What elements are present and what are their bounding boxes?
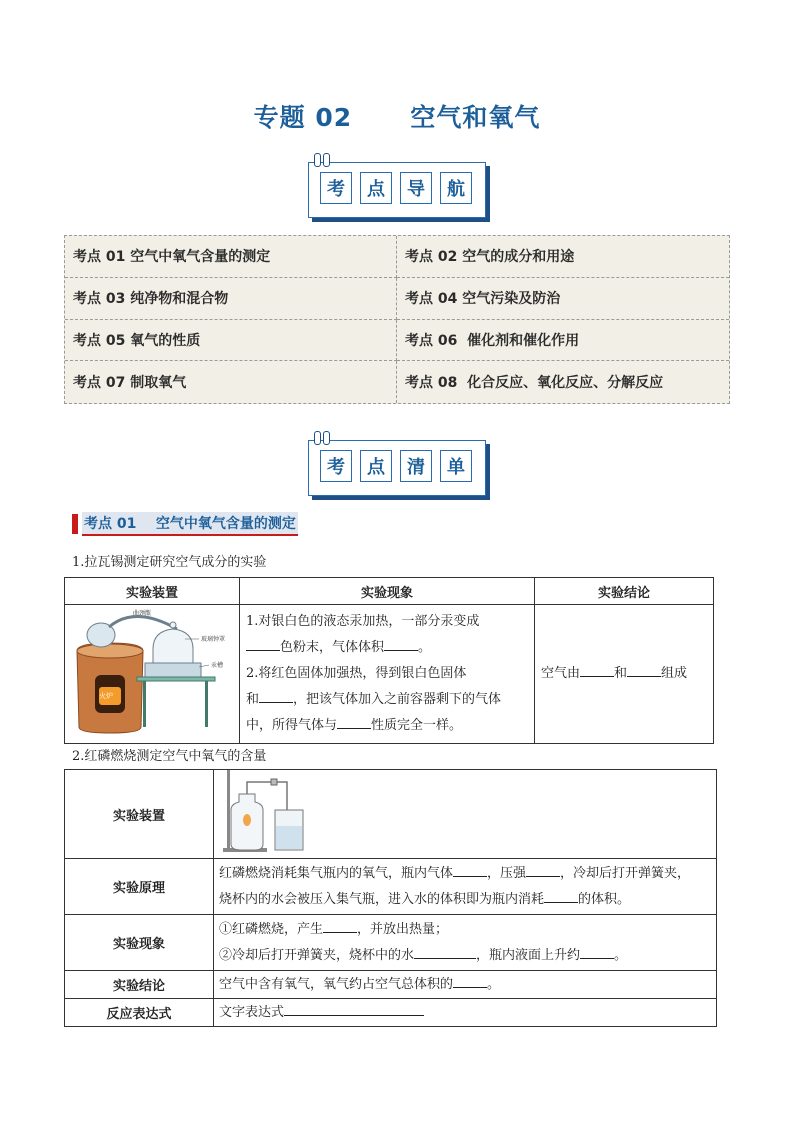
- conclusion-cell: [535, 605, 714, 744]
- nav-item[interactable]: 考点 06 催化剂和催化作用: [397, 320, 729, 362]
- row-label: 实验现象: [65, 915, 214, 971]
- nav-item[interactable]: 考点 01 空气中氧气含量的测定: [65, 236, 397, 278]
- topic-navigation-grid: [64, 235, 730, 404]
- nav-item[interactable]: 考点 07 制取氧气: [65, 361, 397, 403]
- trough-label: 汞槽: [211, 662, 224, 669]
- section-marker: [72, 514, 78, 534]
- badge-char: 点: [360, 172, 392, 204]
- expression-cell: 文字表达式: [214, 999, 717, 1027]
- pin-icon: [314, 153, 334, 169]
- table-header: 实验结论: [535, 578, 714, 605]
- badge-char: 考: [320, 172, 352, 204]
- phosphorus-table: [64, 769, 717, 1027]
- conclusion-cell: 空气中含有氧气，氧气约占空气总体积的 。: [214, 971, 717, 999]
- row-label: 实验结论: [65, 971, 214, 999]
- nav-item[interactable]: 考点 04 空气污染及防治: [397, 278, 729, 320]
- phenomenon-line: 色粉末，气体体积 。: [240, 635, 534, 661]
- stove-label: 火炉: [99, 692, 113, 700]
- badge-kaodian-daohang: [304, 156, 486, 218]
- phenomenon-cell: [240, 605, 535, 744]
- table-header: 实验装置: [65, 578, 240, 605]
- nav-item[interactable]: 考点 03 纯净物和混合物: [65, 278, 397, 320]
- retort-label: 曲颈甑: [133, 610, 152, 617]
- nav-item[interactable]: 考点 02 空气的成分和用途: [397, 236, 729, 278]
- apparatus-cell: [214, 770, 717, 859]
- row-label: 反应表达式: [65, 999, 214, 1027]
- principle-cell: 红磷燃烧消耗集气瓶内的氧气，瓶内气体 ，压强 ，冷却后打开弹簧夹， 烧杯内的水会被压入集气瓶，进入水的体积即为瓶内消耗 的体积。: [214, 859, 717, 915]
- badge-char: 单: [440, 450, 472, 482]
- pin-icon: [314, 431, 334, 447]
- conclusion-line: 空气由 和 组成: [541, 666, 688, 681]
- badge-kaodian-qingdan: [304, 434, 486, 496]
- badge-char: 航: [440, 172, 472, 204]
- lavoisier-apparatus-figure: [65, 605, 237, 739]
- phenomenon-line: 和 ，把该气体加入之前容器剩下的气体: [246, 692, 502, 707]
- nav-item[interactable]: 考点 08 化合反应、氧化反应、分解反应: [405, 375, 664, 392]
- page-title: 专题 02 空气和氧气: [253, 103, 541, 132]
- row-label: 实验装置: [65, 770, 214, 859]
- section-heading: [72, 513, 298, 535]
- bell-jar-label: 玻璃钟罩: [201, 636, 226, 643]
- section-heading-text: 考点 01 空气中氧气含量的测定: [82, 512, 298, 536]
- table-header: 实验现象: [240, 578, 535, 605]
- badge-char: 清: [400, 450, 432, 482]
- phenomenon-line: 中，所得气体与 性质完全一样。: [246, 718, 463, 733]
- badge-char: 考: [320, 450, 352, 482]
- row-label: 实验原理: [65, 859, 214, 915]
- phenomenon-cell: ①红磷燃烧，产生 ，并放出热量； ②冷却后打开弹簧夹，烧杯中的水 ，瓶内液面上升约 。: [214, 915, 717, 971]
- phosphorus-apparatus-figure: [219, 770, 339, 854]
- phenomenon-line: 1.对银白色的液态汞加热，一部分汞变成: [246, 614, 480, 629]
- phenomenon-line: 2.将红色固体加强热，得到银白色固体: [246, 666, 467, 681]
- paragraph-lavoisier: 1.拉瓦锡测定研究空气成分的实验: [72, 555, 267, 570]
- nav-item[interactable]: 考点 05 氧气的性质: [65, 320, 397, 362]
- badge-char: 导: [400, 172, 432, 204]
- badge-char: 点: [360, 450, 392, 482]
- lavoisier-table: [64, 577, 714, 744]
- apparatus-cell: [65, 605, 240, 744]
- paragraph-phosphorus: 2.红磷燃烧测定空气中氧气的含量: [72, 749, 267, 764]
